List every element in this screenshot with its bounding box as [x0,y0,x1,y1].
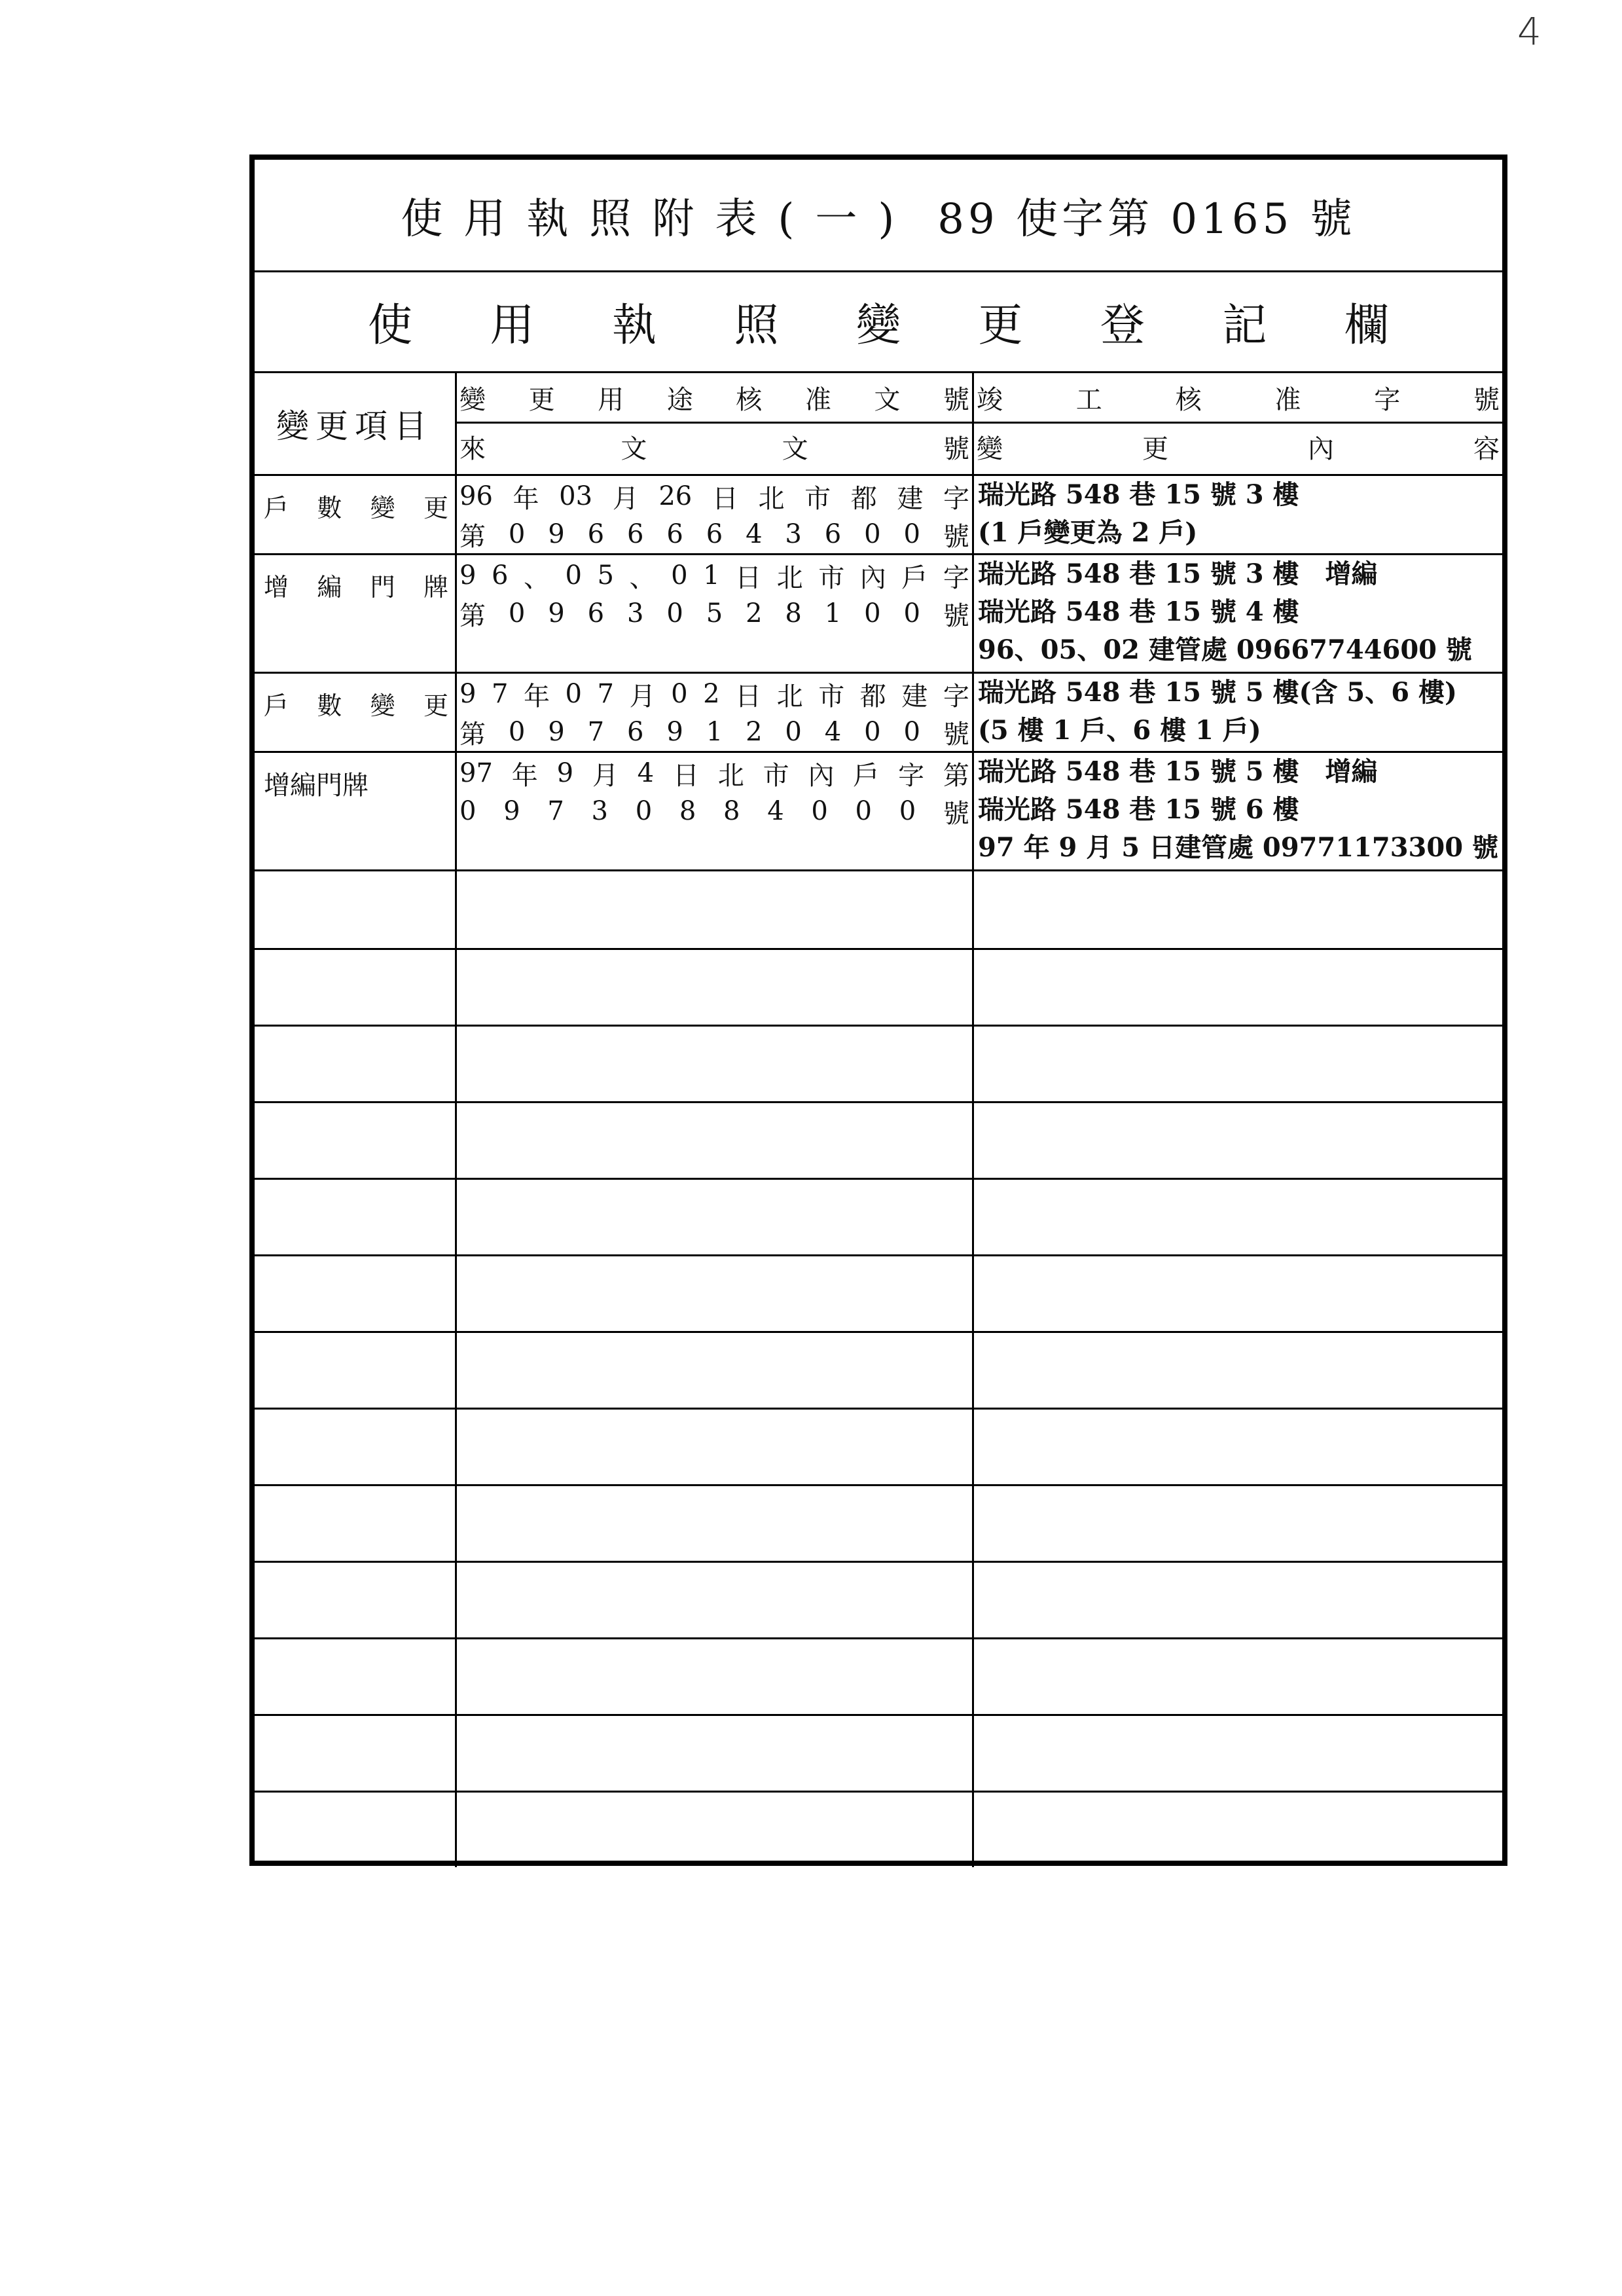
change-content-line: 瑞光路 548 巷 15 號 3 樓 [978,479,1299,510]
change-content-line: 97 年 9 月 5 日建管處 09771173300 號 [978,832,1498,863]
text-token: 變 [977,434,1003,464]
text-token: 、 [524,562,550,593]
text-token: 號 [943,521,969,552]
header-completion-number [972,373,1502,474]
subtitle-char: 更 [978,300,1023,352]
approval-number-line [457,477,972,515]
text-token: 6 [626,717,644,747]
change-item-cell [255,674,455,751]
empty-cell [255,1408,455,1484]
text-token: 月 [592,760,619,791]
text-token: 日 [735,681,762,712]
text-token: 6 [626,519,644,549]
text-token: 容 [1473,434,1500,464]
text-token: 年 [524,681,550,712]
text-token: 1 [703,560,720,591]
text-token: 9 [503,796,520,826]
empty-cell [455,1637,972,1714]
text-token: 戶 [901,562,928,593]
text-token: 0 [460,796,477,826]
text-token: 0 [565,560,582,591]
license-attachment-table [249,155,1507,1866]
header-change-item-text: 變更項目 [276,407,433,445]
text-token: 號 [943,719,969,750]
text-token: 年 [513,483,539,514]
text-token: 字 [1374,384,1401,415]
text-token: 北 [776,562,803,593]
change-item-label [255,476,455,524]
text-token: 北 [776,681,803,712]
text-token: 市 [818,562,845,593]
change-content-cell [972,476,1502,553]
text-token: 0 [811,796,828,826]
text-token: 號 [943,434,969,464]
text-token: 更 [423,691,448,720]
empty-cell [455,1791,972,1867]
approval-number-line [457,675,972,713]
change-content-cell [972,753,1502,869]
subtitle-char: 用 [490,300,535,352]
text-token: 4 [824,717,842,747]
empty-cell [972,1178,1502,1254]
text-token: 文 [621,434,647,464]
change-content-line: 瑞光路 548 巷 15 號 6 樓 [978,794,1299,825]
text-token: 0 [855,796,872,826]
empty-cell [255,1561,455,1637]
change-content-line: (5 樓 1 戶、6 樓 1 戶) [978,715,1261,746]
text-token: 市 [763,760,789,791]
text-token: 0 [666,598,683,629]
text-token: 第 [460,521,486,552]
change-content-line: 96、05、02 建管處 09667744600 號 [978,634,1472,665]
subtitle-char: 照 [734,300,779,352]
text-token: 0 [671,679,688,709]
text-token: 號 [943,798,969,829]
approval-number-cell [455,555,972,672]
change-content-cell [972,555,1502,672]
text-token: 月 [612,483,639,514]
text-token: 號 [943,600,969,631]
empty-cell [972,1331,1502,1408]
text-token: 准 [804,384,831,415]
text-token: 北 [717,760,744,791]
change-content-line: 瑞光路 548 巷 15 號 4 樓 [978,596,1299,627]
approval-number-line [457,556,972,594]
table-title [255,160,1502,272]
change-item-cell [255,555,455,672]
header-mid-top [457,373,972,422]
text-token: 文 [782,434,808,464]
empty-cell [455,1025,972,1101]
text-token: 9 [460,679,477,709]
text-token: 數 [317,494,342,522]
empty-cell [255,1637,455,1714]
empty-cell [255,1101,455,1178]
text-token: 戶 [853,760,880,791]
change-item-label: 增編門牌 [264,771,369,801]
approval-number-line [457,515,972,553]
text-token: 核 [1175,384,1202,415]
approval-number-cell [455,753,972,869]
header-mid-bottom [457,422,972,472]
text-token: 7 [547,796,564,826]
text-token: 9 [548,598,565,629]
empty-cell [972,1714,1502,1791]
text-token: 7 [587,717,605,747]
text-token: 都 [850,483,877,514]
text-token: 字 [898,760,925,791]
text-token: 號 [943,384,969,415]
text-token: 字 [943,562,969,593]
text-token: 更 [528,384,555,415]
empty-cell [455,871,972,948]
text-token: 字 [943,681,969,712]
text-token: 0 [565,679,582,709]
text-token: 6 [587,519,605,549]
text-token: 4 [637,758,655,788]
change-content-line: (1 戶變更為 2 戶) [978,517,1198,548]
empty-cell [255,1791,455,1867]
text-token: 0 [864,519,881,549]
text-token: 戶 [264,691,289,720]
empty-cell [972,1254,1502,1331]
text-token: 8 [723,796,740,826]
empty-cell [455,1101,972,1178]
empty-cell [255,1178,455,1254]
approval-number-cell [455,674,972,751]
text-token: 更 [423,494,448,522]
text-token: 7 [597,679,614,709]
text-token: 9 [548,717,565,747]
text-token: 變 [370,494,395,522]
text-token: 2 [746,717,763,747]
text-token: 9 [556,758,574,788]
subtitle-text [368,290,1389,354]
change-content-line: 瑞光路 548 巷 15 號 5 樓 增編 [978,756,1378,787]
text-token: 9 [460,560,477,591]
empty-cell [455,1408,972,1484]
empty-cell [455,1254,972,1331]
change-item-label [255,555,455,603]
text-token: 3 [591,796,608,826]
text-token: 8 [785,598,802,629]
title-text: 使用執照附表(一) [401,194,916,244]
empty-cell [972,948,1502,1025]
empty-cell [455,1331,972,1408]
text-token: 號 [1473,384,1500,415]
header-approval-number [455,373,972,474]
header-change-item [255,373,455,474]
text-token: 03 [559,481,593,511]
empty-cell [255,1254,455,1331]
text-token: 6 [666,519,683,549]
text-token: 6 [706,519,723,549]
license-number: 89 使字第 0165 號 [937,194,1356,244]
text-token: 4 [767,796,784,826]
empty-cell [972,1791,1502,1867]
empty-cell [255,1331,455,1408]
text-token: 6 [587,598,605,629]
text-token: 途 [666,384,693,415]
text-token: 0 [508,519,526,549]
subtitle-char: 使 [368,300,413,352]
text-token: 0 [864,717,881,747]
text-token: 5 [706,598,723,629]
text-token: 4 [746,519,763,549]
empty-cell [972,1561,1502,1637]
text-token: 0 [671,560,688,591]
text-token: 核 [736,384,763,415]
subtitle-char: 變 [856,300,901,352]
text-token: 日 [712,483,738,514]
text-token: 第 [460,600,486,631]
empty-cell [455,1484,972,1561]
text-token: 市 [818,681,845,712]
text-token: 2 [703,679,720,709]
approval-number-line [457,792,972,830]
empty-cell [972,1637,1502,1714]
text-token: 增 [264,573,289,602]
text-token: 建 [897,483,924,514]
text-token: 0 [635,796,653,826]
text-token: 9 [666,717,683,747]
text-token: 變 [370,691,395,720]
text-token: 日 [672,760,699,791]
text-token: 、 [629,562,656,593]
text-token: 牌 [423,573,448,602]
text-token: 3 [626,598,644,629]
empty-cell [972,1101,1502,1178]
text-token: 96 [460,481,493,511]
text-token: 變 [460,384,486,415]
empty-cell [972,1025,1502,1101]
empty-cell [455,948,972,1025]
text-token: 6 [492,560,509,591]
text-token: 0 [903,717,920,747]
empty-cell [255,1025,455,1101]
text-token: 竣 [977,384,1003,415]
subtitle-char: 執 [611,300,657,352]
approval-number-line [457,754,972,792]
empty-cell [455,1714,972,1791]
change-item-cell [255,753,455,869]
text-token: 1 [706,717,723,747]
change-item-cell [255,476,455,553]
empty-cell [255,1484,455,1561]
change-item-label [255,674,455,721]
text-token: 市 [804,483,831,514]
header-right-divider [974,422,1502,424]
empty-cell [255,871,455,948]
text-token: 3 [785,519,802,549]
text-token: 0 [899,796,916,826]
text-token: 門 [370,573,395,602]
text-token: 97 [460,758,493,788]
empty-cell [455,1178,972,1254]
change-content-line: 瑞光路 548 巷 15 號 5 樓(含 5、6 樓) [978,677,1457,708]
empty-cell [972,1408,1502,1484]
header-right-bottom [974,422,1502,472]
approval-number-cell [455,476,972,553]
text-token: 文 [874,384,901,415]
subtitle-char: 記 [1222,300,1267,352]
approval-number-line [457,594,972,632]
text-token: 戶 [264,494,289,522]
text-token: 0 [903,519,920,549]
text-token: 數 [317,691,342,720]
text-token: 內 [1308,434,1334,464]
subtitle-char: 欄 [1344,300,1389,352]
header-right-top [974,373,1502,422]
text-token: 8 [679,796,696,826]
text-token: 更 [1142,434,1168,464]
text-token: 0 [508,598,526,629]
text-token: 日 [735,562,762,593]
text-token: 2 [746,598,763,629]
approval-number-line [457,713,972,751]
text-token: 來 [460,434,486,464]
empty-cell [255,1714,455,1791]
text-token: 內 [808,760,835,791]
page-number: 4 [1517,9,1541,54]
text-token: 0 [785,717,802,747]
text-token: 1 [824,598,842,629]
subtitle-char: 登 [1100,300,1145,352]
text-token: 工 [1075,384,1102,415]
text-token: 0 [508,717,526,747]
header-mid-divider [457,422,972,424]
table-subtitle [255,272,1502,373]
change-content-cell [972,674,1502,751]
text-token: 字 [943,483,969,514]
text-token: 都 [859,681,886,712]
empty-cell [972,1484,1502,1561]
text-token: 7 [492,679,509,709]
text-token: 北 [758,483,785,514]
text-token: 0 [903,598,920,629]
text-token: 0 [864,598,881,629]
text-token: 第 [460,719,486,750]
text-token: 9 [548,519,565,549]
empty-cell [972,871,1502,948]
text-token: 第 [943,760,969,791]
text-token: 月 [629,681,656,712]
text-token: 5 [597,560,614,591]
change-content-line: 瑞光路 548 巷 15 號 3 樓 增編 [978,558,1378,589]
text-token: 准 [1274,384,1301,415]
text-token: 年 [511,760,538,791]
text-token: 用 [598,384,624,415]
text-token: 6 [824,519,842,549]
empty-cell [455,1561,972,1637]
text-token: 內 [859,562,886,593]
text-token: 26 [658,481,693,511]
text-token: 編 [317,573,342,602]
text-token: 建 [901,681,928,712]
empty-cell [255,948,455,1025]
